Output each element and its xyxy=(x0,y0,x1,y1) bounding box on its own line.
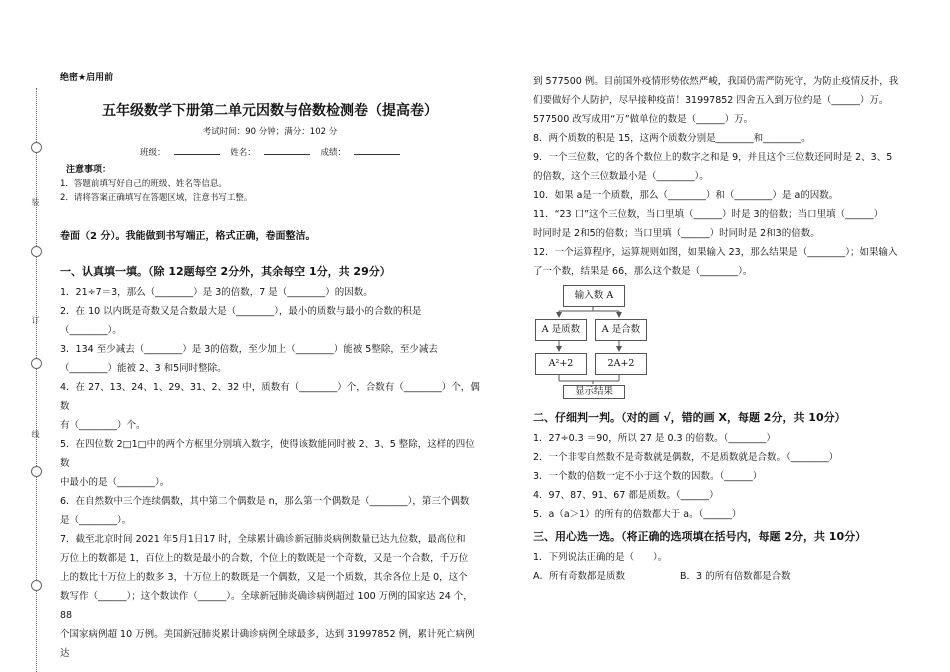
question-line: 万位上的数都是 1，百位上的数是最小的合数，个位上的数既是一个奇数，又是一个合数，千万位 xyxy=(60,553,469,564)
question-line: 4．在 27、13、24、1、29、31、2、32 中，质数有（________）个，合数有（________）个，偶数 xyxy=(60,382,480,412)
binding-hole-marker xyxy=(31,142,42,153)
secret-mark: 绝密★启用前 xyxy=(60,73,114,83)
question-line: 了一个数，结果是 66，那么这个数是（________）。 xyxy=(533,266,753,277)
binding-hole-marker xyxy=(31,358,42,369)
question-line: 577500 改写成用“万”做单位的数是（______）万。 xyxy=(533,114,754,125)
name-label: 姓名： xyxy=(230,148,256,158)
right-column xyxy=(533,72,903,586)
question-line: 的倍数，这个三位数最小是（________）。 xyxy=(533,171,709,182)
question-line: 12．一个运算程序，运算规则如图，如果输入 23，那么结果是（________）；如果输入 xyxy=(533,247,898,258)
choice-options xyxy=(533,567,903,586)
question-line: 个国家病例超 10 万例。美国新冠肺炎累计确诊病例全球最多，达到 31997852 例，累计死亡病例达 xyxy=(60,629,475,659)
question-line: （________）能被 2、3 和5同时整除。 xyxy=(60,363,227,374)
question-line: 中最小的是（________）。 xyxy=(60,477,170,488)
question-line: 3．134 至少减去（________）是 3的倍数，至少加上（________）能被 5整除，至少减去 xyxy=(60,344,438,355)
flow-output-box: 显示结果 xyxy=(563,385,625,399)
class-label: 班级： xyxy=(140,148,166,158)
flow-input-box: 输入数 A xyxy=(563,285,625,307)
question-line: 2．在 10 以内既是奇数又是合数最大是（________），最小的质数与最小的合数的积是 xyxy=(60,306,422,317)
judge-question: 4．97、87、91、67 都是质数。（______） xyxy=(533,490,719,501)
notice-heading: 注意事项： xyxy=(66,165,112,175)
binding-hole-marker xyxy=(31,466,42,477)
exam-title: 五年级数学下册第二单元因数与倍数检测卷（提高卷） xyxy=(102,103,438,119)
judge-question: 1．27÷0.3 ＝90，所以 27 是 0.3 的倍数。（________） xyxy=(533,433,776,444)
question-line: 有（________）个。 xyxy=(60,420,146,431)
judge-question: 5．a（a＞1）的所有的倍数都大于 a。（______） xyxy=(533,509,742,520)
student-info-row xyxy=(60,144,480,161)
section3-heading: 三、用心选一选。（将正确的选项填在括号内，每题 2分，共 10分） xyxy=(533,530,867,543)
score-field[interactable] xyxy=(354,144,400,155)
notice-item: 1．答题前填写好自己的班级、姓名等信息。 xyxy=(60,179,227,189)
section2-heading: 二、仔细判一判。（对的画 √，错的画 X，每题 2分，共 10分） xyxy=(533,411,846,424)
binding-label-xian: 线 xyxy=(31,430,40,438)
question-line: 11．“23 口”这个三位数，当口里填（______）时是 3的倍数；当口里填（______） xyxy=(533,209,884,220)
binding-label-ding: 订 xyxy=(31,316,40,324)
question-line: 9．一个三位数，它的各个数位上的数字之和是 9，并且这个三位数还同时是 2、3、5 xyxy=(533,152,893,163)
section1-heading: 一、认真填一填。（除 12题每空 2分外，其余每空 1分，共 29分） xyxy=(60,265,391,278)
name-field[interactable] xyxy=(264,144,310,155)
binding-margin xyxy=(0,0,44,672)
flow-composite-box: A 是合数 xyxy=(595,319,647,341)
flow-op2-box: 2A+2 xyxy=(595,353,647,375)
question-line: 们要做好个人防护，尽早接种疫苗！31997852 四舍五入到万位约是（______）万。 xyxy=(533,95,889,106)
binding-label-zhuang: 装 xyxy=(31,198,40,206)
choice-option-a[interactable]: A．所有奇数都是质数 xyxy=(533,571,625,582)
question-line: 上的数比十万位上的数多 3，十万位上的数既是一个偶数，又是一个质数，其余各位上是 0，这个 xyxy=(60,572,468,583)
left-column xyxy=(60,72,480,663)
flow-prime-box: A 是质数 xyxy=(535,319,587,341)
judge-question: 2．一个非零自然数不是奇数就是偶数，不是质数就是合数。（________） xyxy=(533,452,839,463)
flowchart xyxy=(533,281,733,399)
question-line: 8．两个质数的积是 15，这两个质数分别是________和________。 xyxy=(533,133,811,144)
question-line: 数写作（______）；这个数读作（______）。全球新冠肺炎确诊病例超过 100 万例的国家达 24 个，88 xyxy=(60,591,473,621)
class-field[interactable] xyxy=(174,144,220,155)
question-line: 7．截至北京时间 2021 年5月1日17 时，全球累计确诊新冠肺炎病例数量已达九位数，最高位和 xyxy=(60,534,466,545)
binding-hole-marker xyxy=(31,246,42,257)
question-line: 10．如果 a是一个质数，那么（________）和（________）是 a的因数。 xyxy=(533,190,839,201)
question-line: 6．在自然数中三个连续偶数，其中第二个偶数是 n，那么第一个偶数是（________），第三个偶数 xyxy=(60,496,470,507)
judge-question: 3．一个数的倍数一定不小于这个数的因数。（______） xyxy=(533,471,763,482)
question-line: 时同时是 2和5的倍数；当口里填（______）时同时是 2和3的倍数。 xyxy=(533,228,820,239)
question-line: （________）。 xyxy=(60,325,122,336)
notice-item: 2．请将答案正确填写在答题区域，注意书写工整。 xyxy=(60,193,253,203)
flow-op1-box: A²+2 xyxy=(535,353,587,375)
question-line: 5．在四位数 2□1□中的两个方框里分别填入数字，使得该数能同时被 2、3、5 整除，这样的四位数 xyxy=(60,439,475,469)
exam-subtitle: 考试时间：90 分钟；满分：102 分 xyxy=(202,127,338,137)
choice-question: 1．下列说法正确的是（ ）。 xyxy=(533,552,668,563)
question-line: 到 577500 例。目前国外疫情形势依然严峻，我国仍需严防死守，为防止疫情反扑，我 xyxy=(533,76,899,87)
question-line: 1．21÷7＝3，那么（________）是 3的倍数，7 是（________）的因数。 xyxy=(60,287,373,298)
choice-option-b[interactable]: B．3 的所有倍数都是合数 xyxy=(680,571,791,582)
neatness-note: 卷面（2 分）。我能做到书写端正，格式正确，卷面整洁。 xyxy=(60,231,316,242)
question-line: 是（________）。 xyxy=(60,515,132,526)
binding-hole-marker xyxy=(31,580,42,591)
score-label: 成绩： xyxy=(320,148,346,158)
